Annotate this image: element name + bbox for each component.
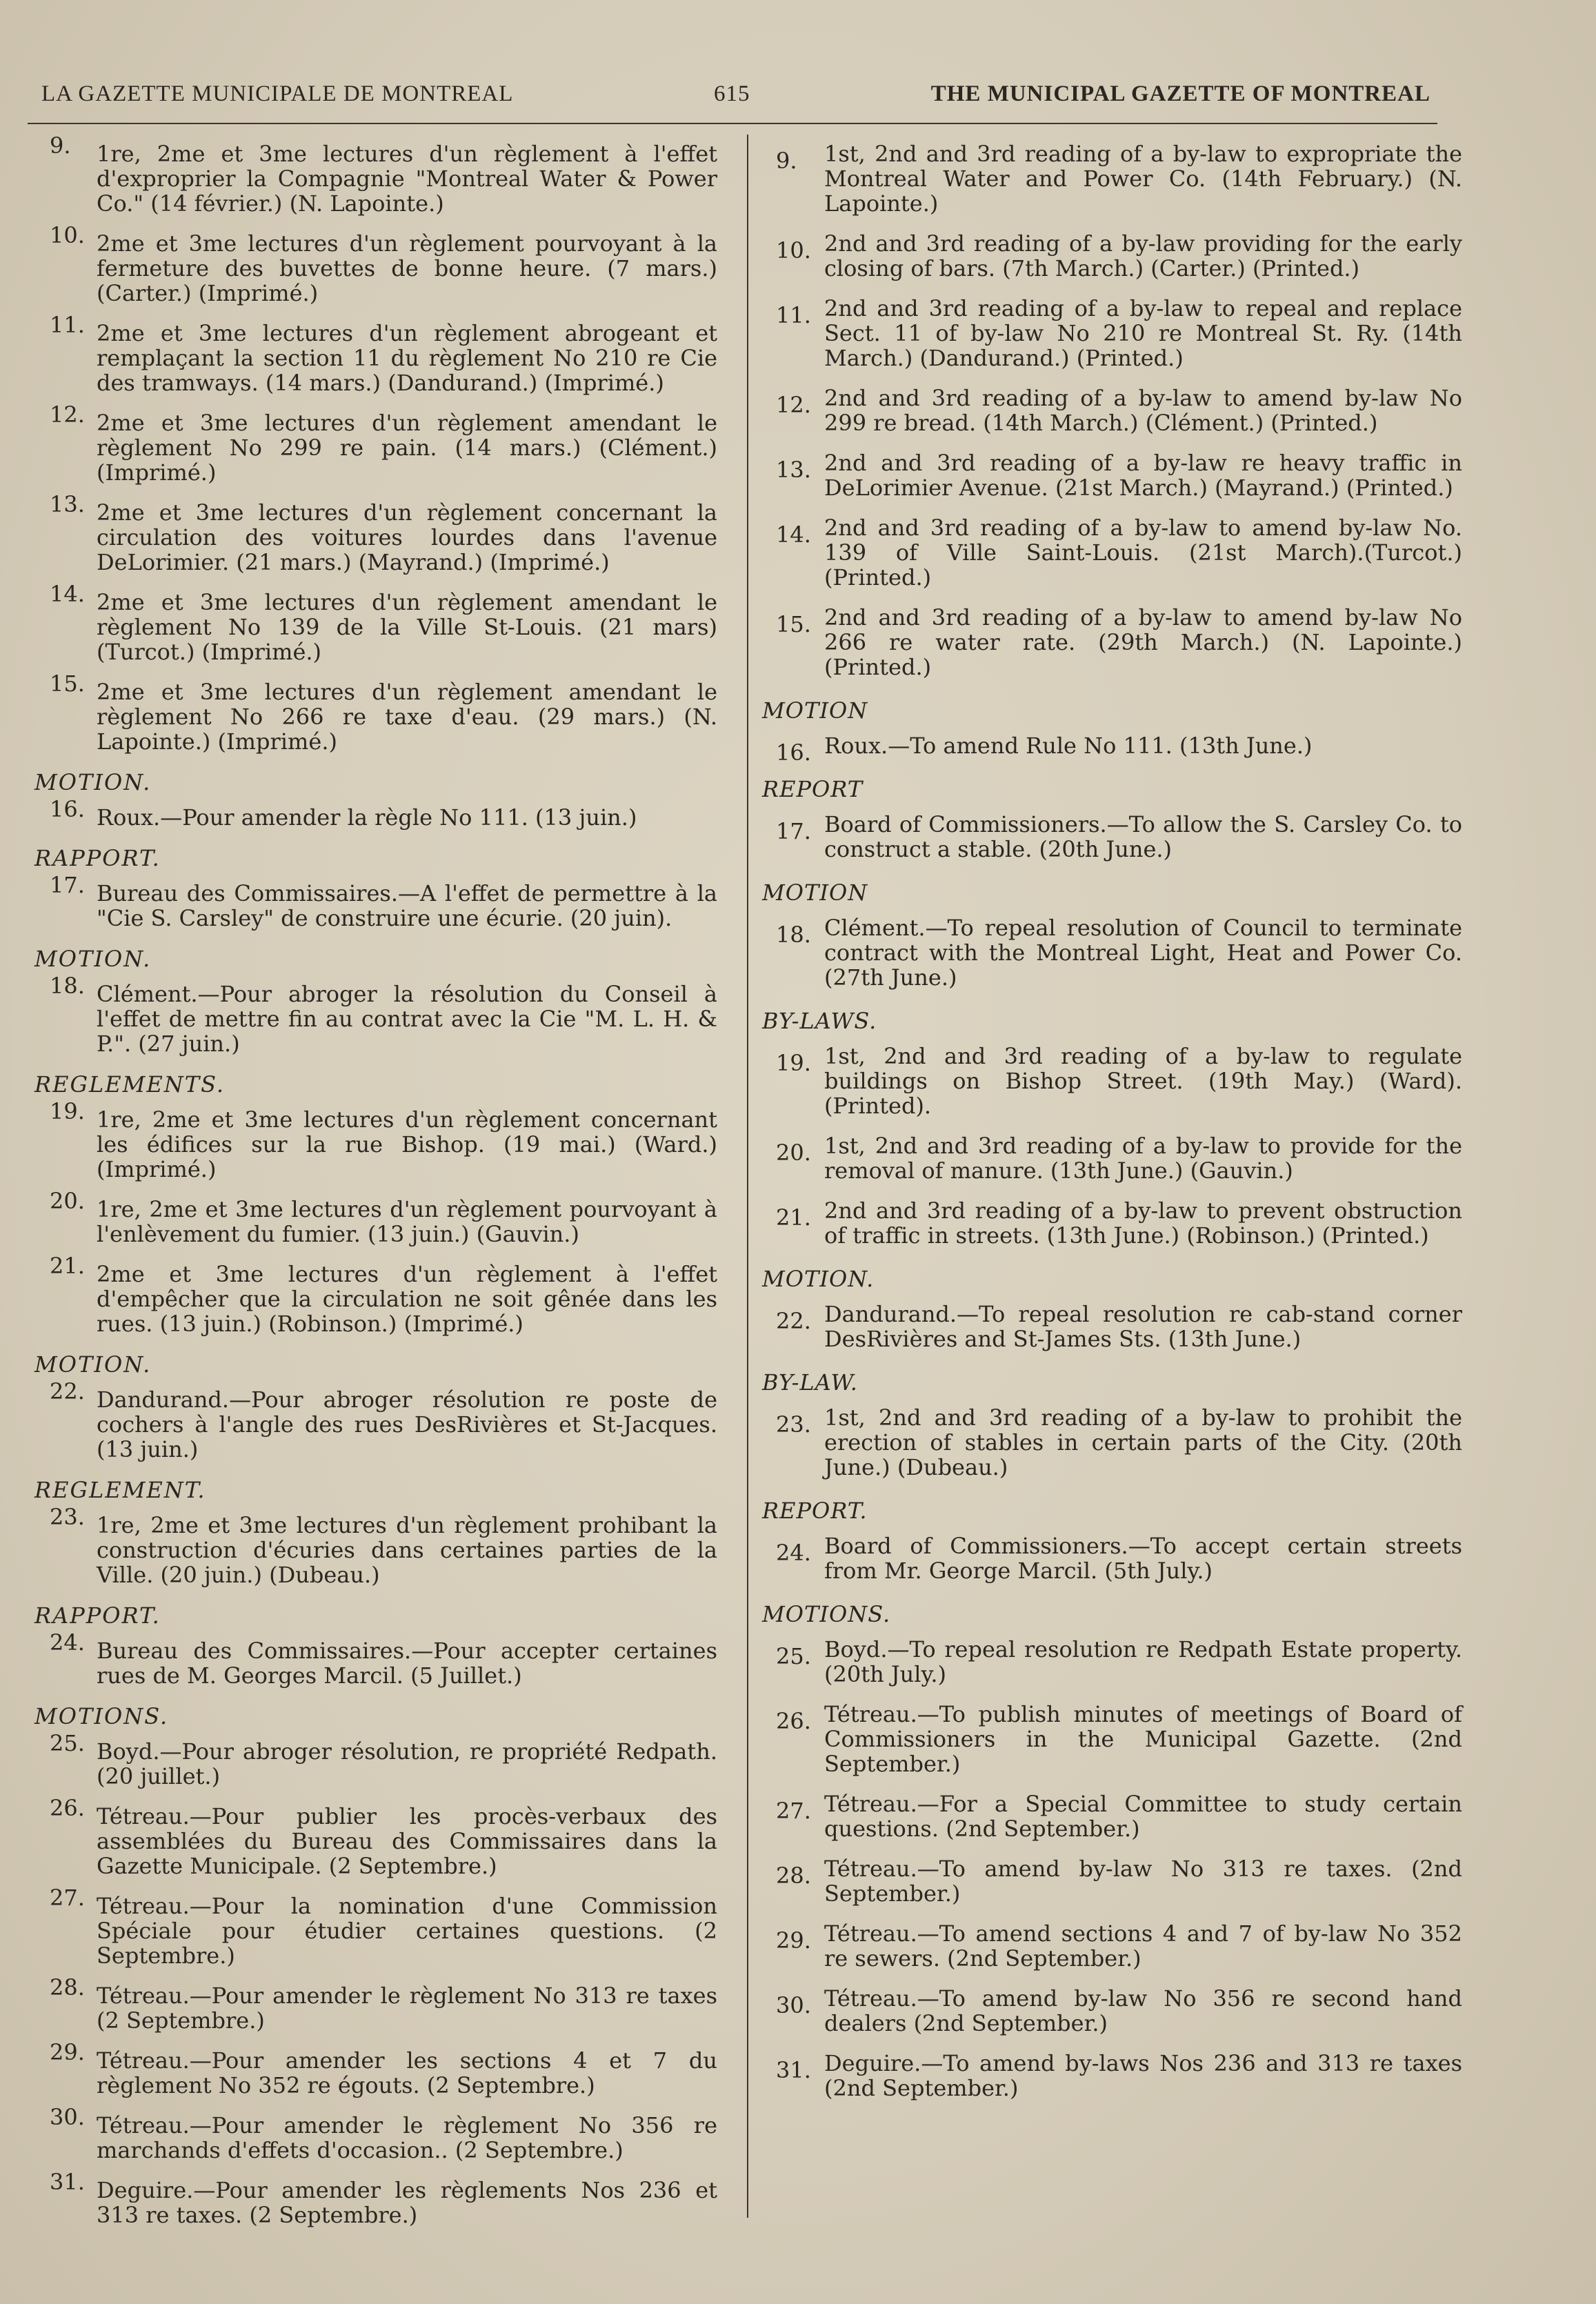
french-agenda-item bbox=[34, 132, 717, 217]
english-agenda-item bbox=[762, 915, 1462, 990]
english-column bbox=[762, 141, 1462, 2116]
english-section-heading: MOTION bbox=[762, 697, 868, 724]
item-number: 24. bbox=[50, 1629, 85, 1656]
english-agenda-item bbox=[762, 1986, 1462, 2036]
french-agenda-item bbox=[34, 1974, 717, 2034]
item-number: 12. bbox=[50, 401, 85, 428]
item-text: 2nd and 3rd reading of a by-law to amend by-law No. 139 of Ville Saint-Louis. (21st March).(Turcot.) (Printed.) bbox=[824, 515, 1462, 590]
item-text: 1re, 2me et 3me lectures d'un règlement à l'effet d'exproprier la Compagnie "Montreal Water & Power Co." (14 février.) (N. Lapointe.) bbox=[97, 141, 717, 217]
item-number: 23. bbox=[776, 1411, 811, 1438]
item-number: 19. bbox=[776, 1050, 811, 1076]
item-number: 29. bbox=[776, 1927, 811, 1954]
item-number: 10. bbox=[776, 237, 811, 264]
english-agenda-item bbox=[762, 605, 1462, 679]
item-number: 27. bbox=[50, 1885, 85, 1911]
item-text: 2me et 3me lectures d'un règlement à l'effet d'empêcher que la circulation ne soit gênée dans les rues. (13 juin.) (Robinson.) (Imprimé.) bbox=[97, 1261, 717, 1337]
item-text: Tétreau.—Pour publier les procès-verbaux des assemblées du Bureau des Commissaires dans la Gazette Municipale. (2 Septembre.) bbox=[97, 1803, 717, 1879]
item-number: 28. bbox=[50, 1974, 85, 2000]
item-text: 2me et 3me lectures d'un règlement amendant le règlement No 266 re taxe d'eau. (29 mars.) (N. Lapointe.) (Imprimé.) bbox=[97, 679, 717, 755]
french-agenda-item bbox=[34, 796, 717, 831]
english-agenda-item bbox=[762, 1637, 1462, 1687]
page-header bbox=[41, 75, 1430, 116]
item-text: 1st, 2nd and 3rd reading of a by-law to prohibit the erection of stables in certain parts of the City. (20th June.) (Dubeau.) bbox=[824, 1404, 1462, 1480]
french-agenda-item bbox=[34, 222, 717, 306]
french-agenda-item bbox=[34, 1730, 717, 1789]
french-agenda-item bbox=[34, 671, 717, 755]
english-agenda-item bbox=[762, 1302, 1462, 1351]
english-agenda-item bbox=[762, 1791, 1462, 1841]
french-agenda-item bbox=[34, 491, 717, 575]
item-text: Deguire.—To amend by-laws Nos 236 and 313 re taxes (2nd September.) bbox=[824, 2050, 1462, 2101]
english-agenda-item bbox=[762, 2051, 1462, 2101]
french-section-heading: REGLEMENT. bbox=[34, 1477, 206, 1503]
item-number: 10. bbox=[50, 222, 85, 248]
item-number: 20. bbox=[776, 1140, 811, 1166]
item-text: 2nd and 3rd reading of a by-law to prevent obstruction of traffic in streets. (13th June.) (Robinson.) (Printed.) bbox=[824, 1198, 1462, 1249]
item-text: Deguire.—Pour amender les règlements Nos 236 et 313 re taxes. (2 Septembre.) bbox=[97, 2177, 717, 2228]
english-agenda-item bbox=[762, 296, 1462, 370]
item-text: Roux.—To amend Rule No 111. (13th June.) bbox=[824, 733, 1313, 759]
english-section-heading: MOTION. bbox=[762, 1266, 875, 1292]
item-text: 2me et 3me lectures d'un règlement amendant le règlement No 299 re pain. (14 mars.) (Clément.) (Imprimé.) bbox=[97, 410, 717, 486]
french-agenda-item bbox=[34, 2169, 717, 2228]
item-text: Tétreau.—To publish minutes of meetings of Board of Commissioners in the Municipal Gazette. (2nd September.) bbox=[824, 1701, 1462, 1777]
english-section-heading: BY-LAWS. bbox=[762, 1008, 877, 1034]
item-number: 16. bbox=[776, 739, 811, 766]
item-text: Clément.—Pour abroger la résolution du Conseil à l'effet de mettre fin au contrat avec la Cie "M. L. H. & P.". (27 juin.) bbox=[97, 981, 717, 1057]
french-agenda-item bbox=[34, 1885, 717, 1969]
english-section-heading: REPORT. bbox=[762, 1498, 868, 1524]
english-agenda-item bbox=[762, 1921, 1462, 1971]
item-number: 29. bbox=[50, 2039, 85, 2065]
english-agenda-item bbox=[762, 386, 1462, 435]
item-text: Roux.—Pour amender la règle No 111. (13 juin.) bbox=[97, 804, 637, 831]
item-text: Tétreau.—Pour amender le règlement No 313 re taxes (2 Septembre.) bbox=[97, 1983, 717, 2034]
item-number: 11. bbox=[50, 312, 85, 338]
item-number: 19. bbox=[50, 1098, 85, 1124]
item-text: Clément.—To repeal resolution of Council to terminate contract with the Montreal Light, Heat and Power Co. (27th June.) bbox=[824, 915, 1462, 991]
french-agenda-item bbox=[34, 401, 717, 486]
french-section-heading: MOTION. bbox=[34, 769, 152, 795]
item-text: Dandurand.—Pour abroger résolution re poste de cochers à l'angle des rues DesRivières et St-Jacques. (13 juin.) bbox=[97, 1387, 717, 1462]
english-agenda-item bbox=[762, 1533, 1462, 1583]
item-number: 27. bbox=[776, 1798, 811, 1824]
french-section-heading: RAPPORT. bbox=[34, 845, 161, 871]
item-text: Tétreau.—To amend sections 4 and 7 of by-law No 352 re sewers. (2nd September.) bbox=[824, 1920, 1462, 1972]
french-agenda-item bbox=[34, 872, 717, 931]
item-number: 14. bbox=[776, 522, 811, 548]
item-number: 31. bbox=[50, 2169, 85, 2195]
english-agenda-item bbox=[762, 1198, 1462, 1248]
item-number: 31. bbox=[776, 2057, 811, 2083]
french-agenda-item bbox=[34, 312, 717, 396]
item-text: 1st, 2nd and 3rd reading of a by-law to expropriate the Montreal Water and Power Co. (14th February.) (N. Lapointe.) bbox=[824, 141, 1462, 217]
french-agenda-item bbox=[34, 973, 717, 1057]
item-text: 1re, 2me et 3me lectures d'un règlement prohibant la construction d'écuries dans certaines parties de la Ville. (20 juin.) (Dubeau.) bbox=[97, 1512, 717, 1588]
item-number: 12. bbox=[776, 392, 811, 418]
item-number: 30. bbox=[776, 1992, 811, 2018]
item-number: 25. bbox=[50, 1730, 85, 1756]
column-divider bbox=[747, 135, 748, 2218]
header-english-title: THE MUNICIPAL GAZETTE OF MONTREAL bbox=[930, 81, 1430, 106]
french-section-heading: REGLEMENTS. bbox=[34, 1071, 226, 1098]
item-text: 2me et 3me lectures d'un règlement pourvoyant à la fermeture des buvettes de bonne heure. (7 mars.) (Carter.) (Imprimé.) bbox=[97, 230, 717, 306]
english-agenda-item bbox=[762, 1133, 1462, 1183]
item-text: 2me et 3me lectures d'un règlement amendant le règlement No 139 de la Ville St-Louis. (21 mars) (Turcot.) (Imprimé.) bbox=[97, 589, 717, 665]
french-agenda-item bbox=[34, 1188, 717, 1247]
item-text: Tétreau.—Pour amender le règlement No 356 re marchands d'effets d'occasion.. (2 Septembre.) bbox=[97, 2112, 717, 2163]
item-number: 15. bbox=[776, 611, 811, 637]
item-text: 1re, 2me et 3me lectures d'un règlement concernant les édifices sur la rue Bishop. (19 mai.) (Ward.) (Imprimé.) bbox=[97, 1106, 717, 1182]
french-agenda-item bbox=[34, 1629, 717, 1689]
item-number: 25. bbox=[776, 1643, 811, 1669]
item-number: 21. bbox=[50, 1253, 85, 1279]
item-text: 2nd and 3rd reading of a by-law to repeal and replace Sect. 11 of by-law No 210 re Montreal St. Ry. (14th March.) (Dandurand.) (Printed.) bbox=[824, 295, 1462, 371]
item-number: 22. bbox=[776, 1308, 811, 1334]
item-number: 17. bbox=[50, 872, 85, 898]
item-number: 26. bbox=[50, 1795, 85, 1821]
french-section-heading: RAPPORT. bbox=[34, 1602, 161, 1629]
item-text: Board of Commissioners.—To allow the S. Carsley Co. to construct a stable. (20th June.) bbox=[824, 811, 1462, 862]
item-text: 2me et 3me lectures d'un règlement abrogeant et remplaçant la section 11 du règlement No 210 re Cie des tramways. (14 mars.) (Dandurand.) (Imprimé.) bbox=[97, 320, 717, 396]
page-number: 615 bbox=[714, 81, 750, 106]
item-number: 18. bbox=[776, 922, 811, 948]
item-text: 2nd and 3rd reading of a by-law re heavy traffic in DeLorimier Avenue. (21st March.) (Mayrand.) (Printed.) bbox=[824, 450, 1462, 501]
item-text: Tétreau.—To amend by-law No 313 re taxes. (2nd September.) bbox=[824, 1856, 1462, 1907]
english-agenda-item bbox=[762, 1856, 1462, 1906]
french-agenda-item bbox=[34, 581, 717, 665]
french-agenda-item bbox=[34, 1795, 717, 1879]
item-number: 21. bbox=[776, 1204, 811, 1231]
english-agenda-item bbox=[762, 733, 1462, 766]
item-number: 9. bbox=[50, 132, 71, 159]
item-text: Tétreau.—Pour la nomination d'une Commission Spéciale pour étudier certaines questions. (2 Septembre.) bbox=[97, 1893, 717, 1969]
french-agenda-item bbox=[34, 2039, 717, 2098]
french-section-heading: MOTIONS. bbox=[34, 1703, 169, 1729]
item-number: 9. bbox=[776, 148, 797, 174]
item-text: 2nd and 3rd reading of a by-law to amend by-law No 266 re water rate. (29th March.) (N. Lapointe.) (Printed.) bbox=[824, 604, 1462, 680]
item-number: 28. bbox=[776, 1863, 811, 1889]
french-agenda-item bbox=[34, 1504, 717, 1588]
english-agenda-item bbox=[762, 1044, 1462, 1118]
item-number: 11. bbox=[776, 302, 811, 328]
item-text: 2me et 3me lectures d'un règlement concernant la circulation des voitures lourdes dans l'avenue DeLorimier. (21 mars.) (Mayrand.) (Imprimé.) bbox=[97, 499, 717, 575]
item-text: 2nd and 3rd reading of a by-law to amend by-law No 299 re bread. (14th March.) (Clément.) (Printed.) bbox=[824, 385, 1462, 436]
item-text: 1re, 2me et 3me lectures d'un règlement pourvoyant à l'enlèvement du fumier. (13 juin.) (Gauvin.) bbox=[97, 1196, 717, 1247]
french-agenda-item bbox=[34, 1098, 717, 1182]
header-rule bbox=[28, 123, 1437, 124]
french-column bbox=[34, 132, 717, 2243]
item-number: 30. bbox=[50, 2104, 85, 2130]
english-section-heading: BY-LAW. bbox=[762, 1369, 858, 1396]
item-number: 22. bbox=[50, 1378, 85, 1404]
english-agenda-item bbox=[762, 1405, 1462, 1480]
item-text: Tétreau.—Pour amender les sections 4 et 7 du règlement No 352 re égouts. (2 Septembre.) bbox=[97, 2047, 717, 2098]
english-section-heading: MOTIONS. bbox=[762, 1601, 891, 1627]
item-number: 13. bbox=[50, 491, 85, 517]
item-text: Board of Commissioners.—To accept certain streets from Mr. George Marcil. (5th July.) bbox=[824, 1533, 1462, 1584]
item-number: 16. bbox=[50, 796, 85, 822]
english-agenda-item bbox=[762, 231, 1462, 281]
item-text: Boyd.—Pour abroger résolution, re propriété Redpath. (20 juillet.) bbox=[97, 1738, 717, 1789]
french-section-heading: MOTION. bbox=[34, 946, 152, 972]
item-text: 2nd and 3rd reading of a by-law providing for the early closing of bars. (7th March.) (Carter.) (Printed.) bbox=[824, 230, 1462, 281]
english-agenda-item bbox=[762, 450, 1462, 500]
item-text: 1st, 2nd and 3rd reading of a by-law to regulate buildings on Bishop Street. (19th May.) (Ward). (Printed). bbox=[824, 1043, 1462, 1119]
english-agenda-item bbox=[762, 515, 1462, 590]
item-text: Bureau des Commissaires.—Pour accepter certaines rues de M. Georges Marcil. (5 Juillet.) bbox=[97, 1638, 717, 1689]
item-number: 17. bbox=[776, 818, 811, 844]
french-agenda-item bbox=[34, 1253, 717, 1337]
english-section-heading: MOTION bbox=[762, 880, 868, 906]
item-number: 20. bbox=[50, 1188, 85, 1214]
item-text: Dandurand.—To repeal resolution re cab-stand corner DesRivières and St-James Sts. (13th June.) bbox=[824, 1301, 1462, 1352]
item-number: 26. bbox=[776, 1708, 811, 1734]
item-text: Tétreau.—For a Special Committee to study certain questions. (2nd September.) bbox=[824, 1791, 1462, 1842]
french-agenda-item bbox=[34, 2104, 717, 2163]
item-text: 1st, 2nd and 3rd reading of a by-law to provide for the removal of manure. (13th June.) (Gauvin.) bbox=[824, 1133, 1462, 1184]
french-agenda-item bbox=[34, 1378, 717, 1462]
item-number: 24. bbox=[776, 1540, 811, 1566]
item-number: 18. bbox=[50, 973, 85, 999]
item-text: Bureau des Commissaires.—A l'effet de permettre à la "Cie S. Carsley" de construire une écurie. (20 juin). bbox=[97, 880, 717, 931]
english-section-heading: REPORT bbox=[762, 776, 864, 802]
english-agenda-item bbox=[762, 812, 1462, 862]
english-agenda-item bbox=[762, 1702, 1462, 1776]
item-text: Tétreau.—To amend by-law No 356 re second hand dealers (2nd September.) bbox=[824, 1985, 1462, 2036]
english-agenda-item bbox=[762, 141, 1462, 216]
header-french-title: LA GAZETTE MUNICIPALE DE MONTREAL bbox=[41, 81, 514, 106]
item-number: 14. bbox=[50, 581, 85, 607]
item-text: Boyd.—To repeal resolution re Redpath Estate property. (20th July.) bbox=[824, 1636, 1462, 1687]
item-number: 15. bbox=[50, 671, 85, 697]
item-number: 13. bbox=[776, 457, 811, 483]
french-section-heading: MOTION. bbox=[34, 1351, 152, 1378]
item-number: 23. bbox=[50, 1504, 85, 1530]
